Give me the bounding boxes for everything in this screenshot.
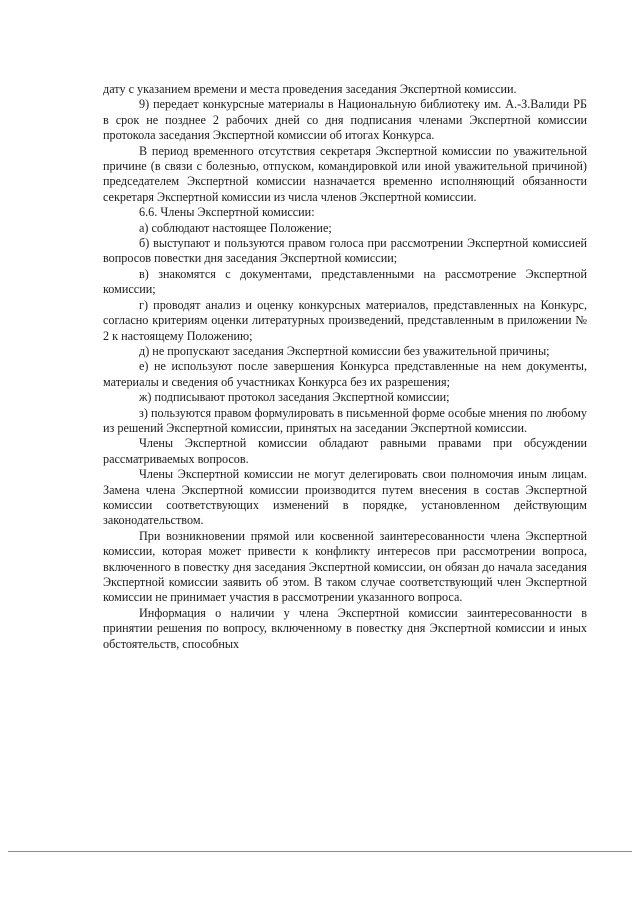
paragraph-item-v: в) знакомятся с документами, представленными на рассмотрение Экспертной комиссии; xyxy=(103,266,587,297)
document-body xyxy=(103,82,587,652)
paragraph-equal-rights: Члены Экспертной комиссии обладают равными правами при обсуждении рассматриваемых вопросов. xyxy=(103,436,587,466)
paragraph-continuation: дату с указанием времени и места проведения заседания Экспертной комиссии. xyxy=(103,82,517,96)
page-bottom-divider xyxy=(8,851,632,852)
paragraph-conflict-of-interest: При возникновении прямой или косвенной заинтересованности члена Экспертной комиссии, которая может привести к конфликту интересов при рассмотрении вопроса, включенного в повестку дня заседания Экспертной комиссии, он обязан до начала заседания Экспертной комиссии заявить об этом. В таком случае соответствующий член Экспертной комиссии не принимает участия в рассмотрении указанного вопроса. xyxy=(103,528,587,605)
paragraph-item-e: е) не используют после завершения Конкурса представленные на нем документы, материалы и сведения об участниках Конкурса без их разрешения; xyxy=(103,359,587,389)
paragraph-item-d: д) не пропускают заседания Экспертной комиссии без уважительной причины; xyxy=(139,343,550,358)
paragraph-delegation: Члены Экспертной комиссии не могут делегировать свои полномочия иным лицам. Замена члена Экспертной комиссии производится путем внесения в состав Экспертной комиссии соответствующих изменений в порядке, установленном действующим законодательством. xyxy=(103,467,587,528)
paragraph-item-zh: ж) подписывают протокол заседания Экспертной комиссии; xyxy=(139,390,450,405)
paragraph-section-6-6: 6.6. Члены Экспертной комиссии: xyxy=(139,205,315,220)
paragraph-item-a: а) соблюдают настоящее Положение; xyxy=(139,220,332,235)
paragraph-item-b: б) выступают и пользуются правом голоса при рассмотрении Экспертной комиссией вопросов повестки дня заседания Экспертной комиссии; xyxy=(103,236,587,266)
paragraph-information: Информация о наличии у члена Экспертной комиссии заинтересованности в принятии решения по вопросу, включенному в повестку дня Экспертной комиссии и иных обстоятельств, способных xyxy=(103,605,587,651)
paragraph-item-9: 9) передает конкурсные материалы в Национальную библиотеку им. А.-З.Валиди РБ в срок не позднее 2 рабочих дней со дня подписания членами Экспертной комиссии протокола заседания Экспертной комиссии об итогах Конкурса. xyxy=(103,97,587,143)
paragraph-item-g: г) проводят анализ и оценку конкурсных материалов, представленных на Конкурс, согласно критериям оценки литературных произведений, представленным в приложении № 2 к настоящему Положению; xyxy=(103,297,587,343)
paragraph-item-z: з) пользуются правом формулировать в письменной форме особые мнения по любому из решений Экспертной комиссии, принятых на заседании Экспертной комиссии. xyxy=(103,405,587,435)
paragraph-secretary-absence: В период временного отсутствия секретаря Экспертной комиссии по уважительной причине (в связи с болезнью, отпуском, командировкой или иной уважительной причиной) председателем Экспертной комиссии назначается временно исполняющий обязанности секретаря Экспертной комиссии из числа членов Экспертной комиссии. xyxy=(103,143,587,204)
